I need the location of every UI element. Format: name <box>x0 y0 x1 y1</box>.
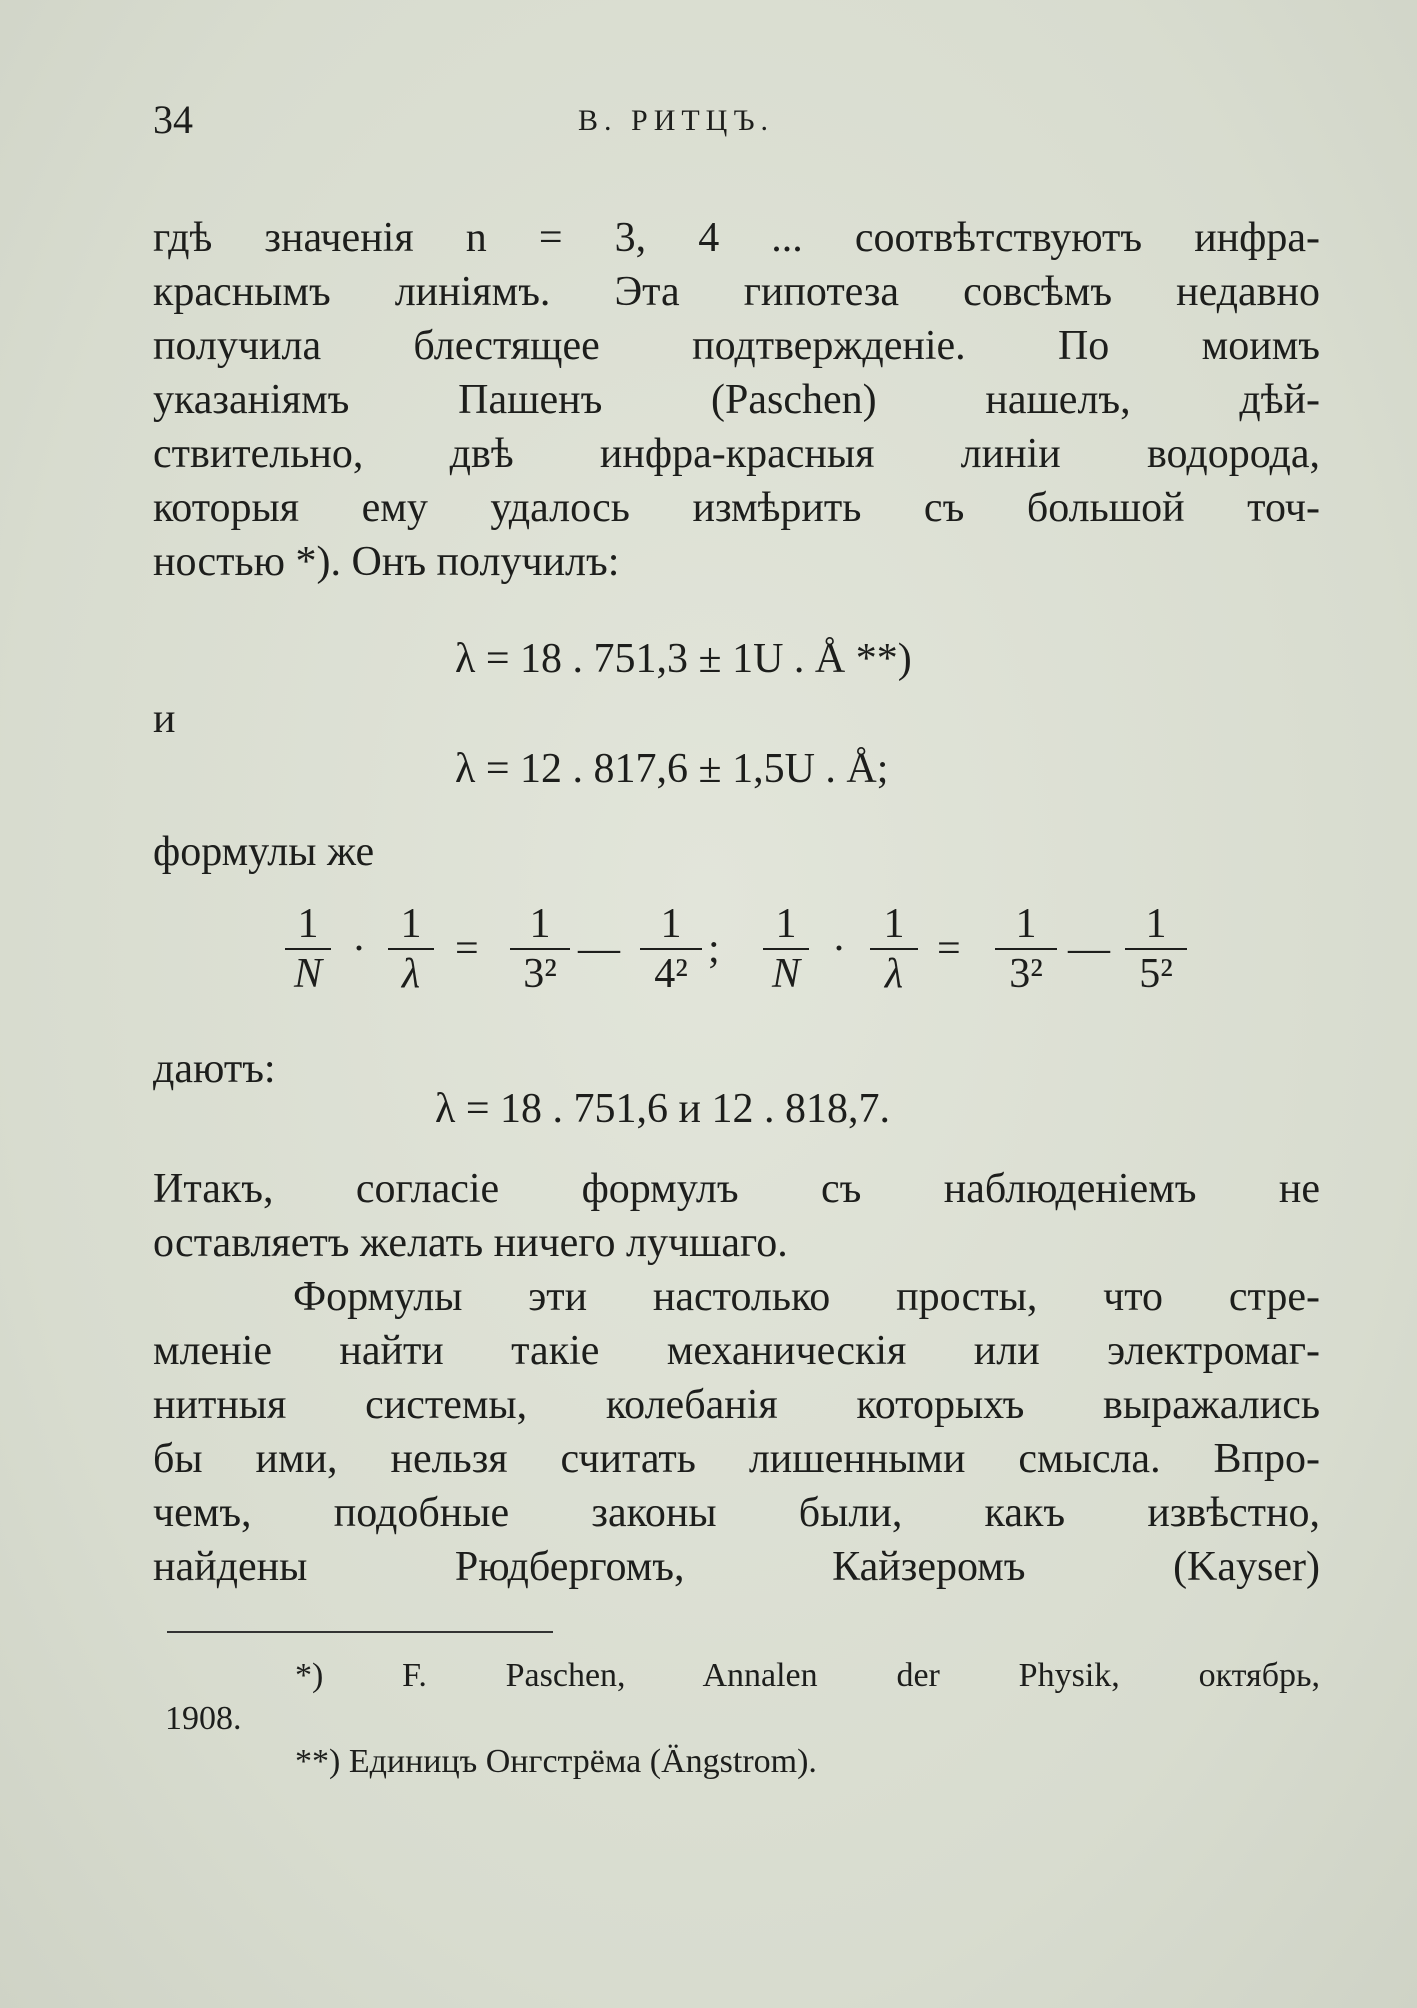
text-line: которыя ему удалось измѣрить съ большой точ- <box>153 485 1320 531</box>
fraction <box>640 900 702 998</box>
denominator: 3² <box>523 951 557 997</box>
equals-sign: = <box>455 926 479 972</box>
numerator: 1 <box>1015 901 1037 947</box>
page-number: 34 <box>153 97 193 142</box>
denominator: 4² <box>654 951 688 997</box>
give-text: даютъ: <box>153 1046 276 1092</box>
fraction <box>1125 900 1187 998</box>
text-line: гдѣ значенія n = 3, 4 ... соотвѣтствуютъ инфра- <box>153 215 1320 261</box>
text-line: получила блестящее подтвержденіе. По моимъ <box>153 323 1320 369</box>
denominator: N <box>293 951 322 997</box>
equals-sign: = <box>937 926 961 972</box>
dot-operator: · <box>832 926 846 972</box>
text-line: нитныя системы, колебанія которыхъ выражались <box>153 1382 1320 1428</box>
text-line: краснымъ линіямъ. Эта гипотеза совсѣмъ недавно <box>153 269 1320 315</box>
semicolon: ; <box>708 926 720 972</box>
equation-3: λ = 18 . 751,6 и 12 . 818,7. <box>435 1086 891 1132</box>
formulas-intro: формулы же <box>153 829 375 875</box>
numerator: 1 <box>660 901 682 947</box>
equation-1: λ = 18 . 751,3 ± 1U . Å **) <box>455 636 912 682</box>
fraction <box>995 900 1057 998</box>
text-line: найдены Рюдбергомъ, Кайзеромъ (Kayser) <box>153 1544 1320 1590</box>
text-line: бы ими, нельзя считать лишенными смысла. Впро- <box>153 1436 1320 1482</box>
footnote-2: **) Единицъ Онгстрёма (Ängstrom). <box>295 1743 817 1780</box>
denominator: N <box>771 951 800 997</box>
text-line: ностью *). Онъ получилъ: <box>153 539 620 585</box>
denominator: λ <box>884 951 904 997</box>
numerator: 1 <box>297 901 319 947</box>
minus-sign: — <box>578 926 620 972</box>
paragraph-3 <box>153 1270 1320 1594</box>
numerator: 1 <box>883 901 905 947</box>
conjunction: и <box>153 696 176 742</box>
numerator: 1 <box>775 901 797 947</box>
denominator: λ <box>401 951 421 997</box>
text-line: мленіе найти такіе механическія или электромаг- <box>153 1328 1320 1374</box>
dot-operator: · <box>352 926 366 972</box>
fraction <box>285 900 331 998</box>
footnote-1: *) F. Paschen, Annalen der Physik, октябрь, <box>295 1657 1320 1694</box>
paragraph-2 <box>153 1162 1320 1270</box>
denominator: 5² <box>1139 951 1173 997</box>
paragraph-1 <box>153 211 1320 589</box>
footnote-1-continued: 1908. <box>165 1700 242 1737</box>
footnote-divider <box>167 1631 553 1633</box>
numerator: 1 <box>1145 901 1167 947</box>
fraction <box>388 900 434 998</box>
fraction <box>763 900 809 998</box>
text-line: указаніямъ Пашенъ (Paschen) нашелъ, дѣй- <box>153 377 1320 423</box>
text-line: Итакъ, согласіе формулъ съ наблюденіемъ не <box>153 1166 1320 1212</box>
minus-sign: — <box>1068 926 1110 972</box>
text-line: оставляетъ желать ничего лучшаго. <box>153 1220 788 1266</box>
fraction <box>870 900 918 998</box>
numerator: 1 <box>529 901 551 947</box>
text-line: чемъ, подобные законы были, какъ извѣстно, <box>153 1490 1320 1536</box>
equation-2: λ = 12 . 817,6 ± 1,5U . Å; <box>455 746 889 792</box>
numerator: 1 <box>400 901 422 947</box>
running-title: В. РИТЦЪ. <box>578 104 775 137</box>
text-line: Формулы эти настолько просты, что стре- <box>293 1274 1320 1320</box>
fraction <box>510 900 570 998</box>
denominator: 3² <box>1009 951 1043 997</box>
text-line: ствительно, двѣ инфра-красныя линіи водорода, <box>153 431 1320 477</box>
